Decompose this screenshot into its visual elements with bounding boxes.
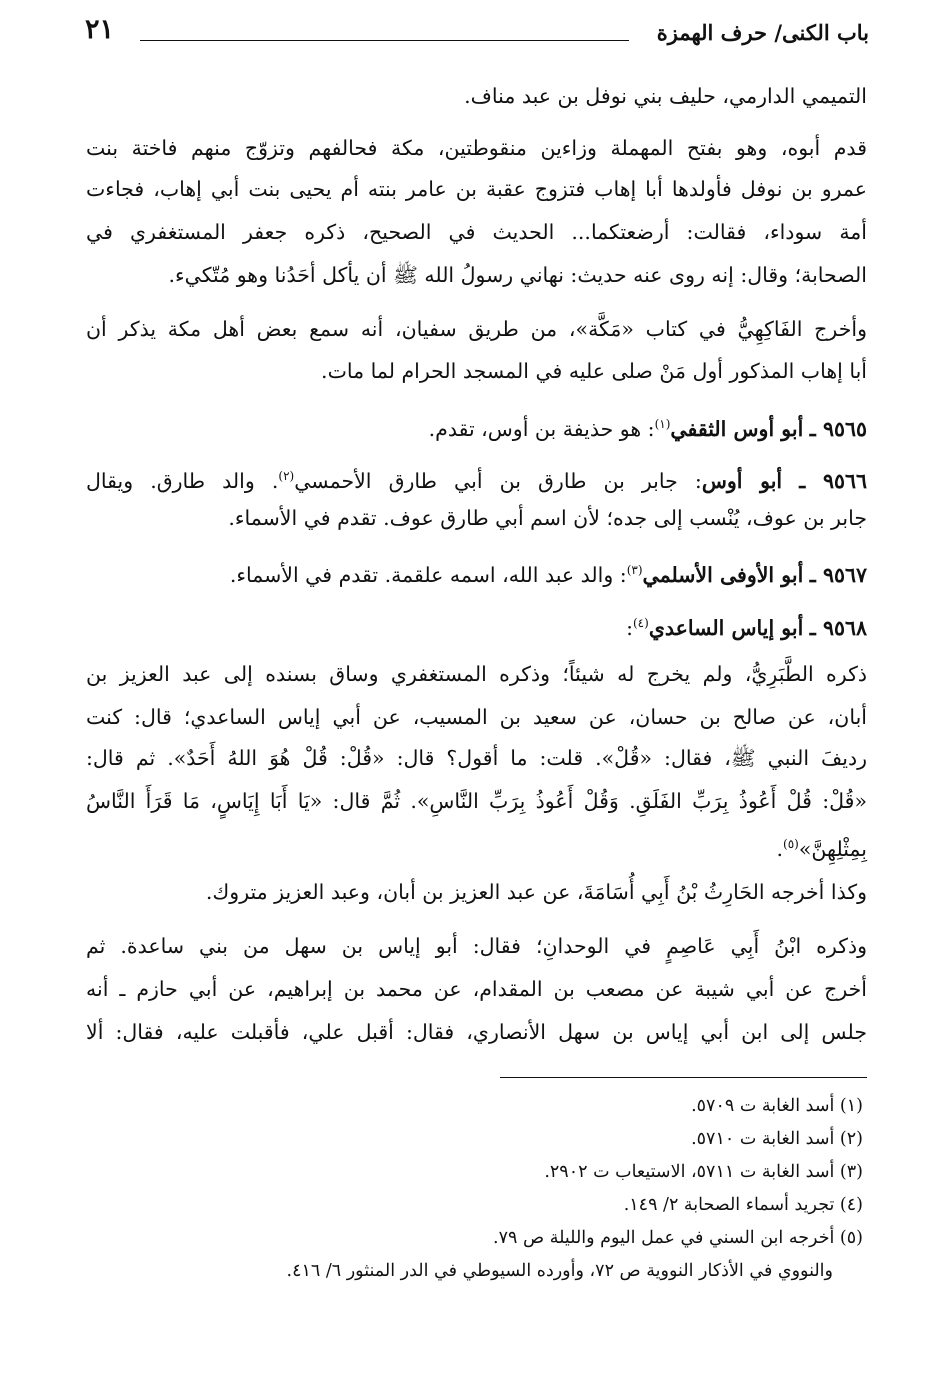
body-line-14: رديفَ النبي ﷺ، فقال: «قُلْ». قلت: ما أقول؟ قال: «قُلْ: قُلْ هُوَ اللهُ أَحَدٌ». ثم قال:	[86, 746, 867, 770]
footnote-ref: (٥)	[783, 837, 799, 851]
body-line-3: عمرو بن نوفل فأولدها أبا إهاب فتزوج عقبة بن عامر بنته أم يحيى بنت أبي إهاب، فجاءت	[86, 177, 867, 201]
entry-number: ٩٥٦٥ ـ	[809, 417, 867, 441]
body-line-20: جلس إلى ابن أبي إياس بن سهل الأنصاري، فقال: أقبل علي، فأقبلت عليه، فقال: ألا	[86, 1020, 867, 1044]
body-line-7: أبا إهاب المذكور أول مَنْ صلى عليه في المسجد الحرام لما مات.	[321, 359, 867, 383]
footnote-rule	[500, 1077, 867, 1078]
body-line-17: وكذا أخرجه الحَارِثُ بْنُ أَبِي أُسَامَةَ، عن عبد العزيز بن أبان، وعبد العزيز متروك.	[205, 880, 867, 904]
entry-9565	[86, 404, 867, 444]
entry-9566-line-2: جابر بن عوف، يُنْسب إلى جده؛ لأن اسم أبي طارق عوف. تقدم في الأسماء.	[228, 506, 867, 530]
entry-text: : هو حذيفة بن أوس، تقدم.	[428, 417, 655, 441]
footnote-3: (٣) أسد الغابة ت ٥٧١١، الاستيعاب ت ٢٩٠٢.	[544, 1162, 863, 1182]
entry-9566	[86, 456, 867, 496]
body-line-1: التميمي الدارمي، حليف بني نوفل بن عبد مناف.	[464, 84, 867, 108]
entry-text: :	[626, 616, 633, 640]
body-line-16	[86, 824, 867, 864]
footnote-1: (١) أسد الغابة ت ٥٧٠٩.	[691, 1096, 863, 1116]
footnote-ref: (١)	[654, 417, 671, 431]
footnote-2: (٢) أسد الغابة ت ٥٧١٠.	[691, 1129, 863, 1149]
entry-text-cont: . والد طارق. ويقال	[86, 469, 279, 493]
entry-text: : والد عبد الله، اسمه علقمة. تقدم في الأسماء.	[229, 563, 627, 587]
running-title: باب الكنى/ حرف الهمزة	[656, 20, 869, 45]
body-line-5: الصحابة؛ وقال: إنه روى عنه حديث: نهاني رسولُ الله ﷺ أن يأكل أحَدُنا وهو مُتّكيء.	[168, 263, 867, 287]
entry-name: أبو أوس	[701, 469, 783, 493]
header-rule	[140, 40, 629, 41]
body-line-4: أمة سوداء، فقالت: أرضعتكما... الحديث في الصحيح، ذكره جعفر المستغفري في	[86, 220, 867, 244]
entry-9568	[86, 603, 867, 643]
body-line-15: «قُلْ: قُلْ أَعُوذُ بِرَبِّ الفَلَقِ. وَقُلْ أَعُوذُ بِرَبِّ النَّاسِ». ثُمَّ قال: «يَا أَبَا إِيَاسٍ، مَا قَرَأَ النَّاسُ	[86, 789, 867, 813]
entry-text: : جابر بن طارق بن أبي طارق الأحمسي	[294, 469, 702, 493]
entry-name: أبو الأوفى الأسلمي	[642, 563, 804, 587]
period: .	[776, 837, 784, 861]
body-line-19: أخرج عن أبي شيبة عن مصعب بن المقدام، عن محمد بن إبراهيم، عن أبي حازم ـ أنه	[86, 977, 867, 1001]
footnote-5-continued: والنووي في الأذكار النووية ص ٧٢، وأورده السيوطي في الدر المنثور ٦/ ٤١٦.	[286, 1261, 833, 1281]
footnote-ref: (٤)	[632, 616, 649, 630]
entry-name: أبو أوس الثقفي	[670, 417, 804, 441]
body-line-13: أبان، عن صالح بن حسان، عن سعيد بن المسيب، عن أبي إياس الساعدي؛ قال: كنت	[86, 705, 867, 729]
entry-number: ٩٥٦٨ ـ	[809, 616, 867, 640]
page-header	[85, 14, 869, 50]
footnote-ref: (٣)	[626, 563, 643, 577]
footnote-4: (٤) تجريد أسماء الصحابة ٢/ ١٤٩.	[623, 1195, 863, 1215]
body-line-6: وأخرج الفَاكِهِيُّ في كتاب «مَكَّة»، من طريق سفيان، أنه سمع بعض أهل مكة يذكر أن	[86, 317, 867, 341]
footnote-5: (٥) أخرجه ابن السني في عمل اليوم والليلة ص ٧٩.	[493, 1228, 863, 1248]
entry-number: ٩٥٦٦ ـ	[799, 469, 867, 493]
entry-9567	[86, 550, 867, 590]
quote-end: بِمِثْلِهِنَّ»	[798, 837, 867, 861]
body-line-12: ذكره الطَّبَرِيُّ، ولم يخرج له شيئاً؛ وذكره المستغفري وساق بسنده إلى عبد العزيز بن	[86, 662, 867, 686]
entry-number: ٩٥٦٧ ـ	[809, 563, 867, 587]
footnote-ref: (٢)	[278, 469, 295, 483]
body-line-2: قدم أبوه، وهو بفتح المهملة وزاءين منقوطتين، مكة فحالفهم وتزوّج منهم فاختة بنت	[86, 136, 867, 160]
body-line-18: وذكره ابْنُ أَبِي عَاصِمٍ في الوحدانِ؛ فقال: أبو إياس بن سهل من بني ساعدة. ثم	[86, 934, 867, 958]
page-number: ٢١	[85, 14, 115, 45]
entry-name: أبو إياس الساعدي	[648, 616, 804, 640]
